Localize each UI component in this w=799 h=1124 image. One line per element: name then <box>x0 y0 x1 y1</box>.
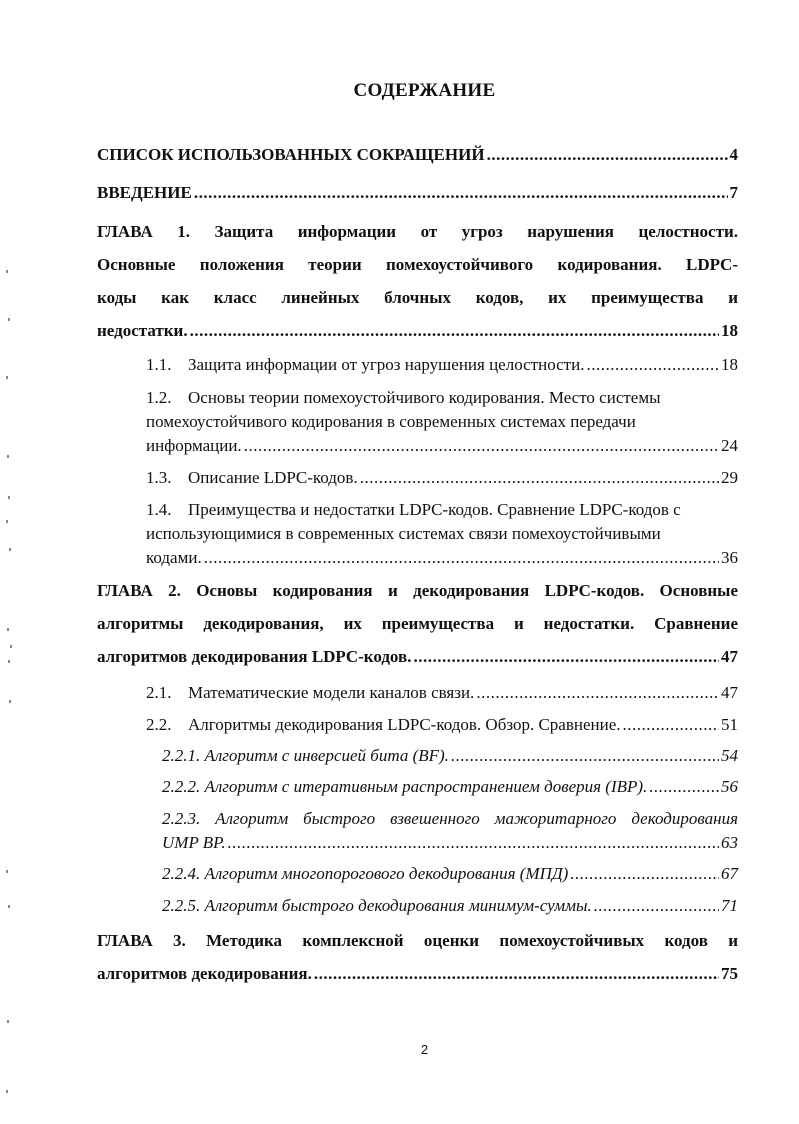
dot-leader <box>190 314 719 347</box>
toc-entry-label: информации. <box>146 436 242 455</box>
toc-entry-section-1-3[interactable] <box>146 466 738 490</box>
dot-leader <box>487 138 728 171</box>
dot-leader <box>244 434 719 458</box>
toc-entry-label: кодами. <box>146 548 202 567</box>
toc-entry-label: алгоритмов декодирования. <box>97 964 312 983</box>
page-number: 2 <box>420 1042 429 1057</box>
dot-leader <box>649 775 719 799</box>
dot-leader <box>194 176 728 209</box>
toc-entry-chapter-1[interactable] <box>97 215 738 347</box>
toc-page-number: 63 <box>721 833 738 852</box>
toc-page-number: 47 <box>721 683 738 702</box>
toc-entry-line: использующимися в современных системах связи помехоустойчивыми <box>146 524 661 543</box>
toc-entry-label: недостатки. <box>97 321 188 340</box>
section-number: 1.3. <box>146 468 172 487</box>
toc-entry-line: алгоритмы декодирования, их преимущества и недостатки. Сравнение <box>97 614 738 633</box>
dot-leader <box>570 862 719 886</box>
toc-entry-label: Математические модели каналов связи. <box>188 683 475 702</box>
toc-page-number: 18 <box>721 321 738 340</box>
toc-entry-label: Защита информации от угроз нарушения целостности. <box>188 355 585 374</box>
dot-leader <box>413 640 719 673</box>
section-number: 1.1. <box>146 355 172 374</box>
toc-entry-line: ГЛАВА 3. Методика комплексной оценки помехоустойчивых кодов и <box>97 931 738 950</box>
dot-leader <box>204 546 719 570</box>
section-number: 2.2. <box>146 715 172 734</box>
toc-entry-label: UMP BP. <box>162 833 226 852</box>
section-number: 1.4. <box>146 500 172 519</box>
toc-page-number: 51 <box>721 715 738 734</box>
toc-entry-label: 2.2.5. Алгоритм быстрого декодирования минимум-суммы. <box>162 896 592 915</box>
toc-entry-label: Описание LDPC-кодов. <box>188 468 358 487</box>
toc-entry-line: ГЛАВА 2. Основы кодирования и декодирования LDPC-кодов. Основные <box>97 581 738 600</box>
toc-entry-subsection-2-2-3[interactable] <box>162 807 738 855</box>
toc-entry-introduction[interactable] <box>97 176 738 209</box>
dot-leader <box>586 353 719 377</box>
toc-entry-line: коды как класс линейных блочных кодов, их преимущества и <box>97 288 738 307</box>
toc-page-number: 36 <box>721 548 738 567</box>
toc-entry-section-1-2[interactable] <box>146 386 738 458</box>
toc-entry-label: Алгоритмы декодирования LDPC-кодов. Обзор. Сравнение. <box>188 715 621 734</box>
toc-entry-label: 2.2.4. Алгоритм многопорогового декодирования (МПД) <box>162 864 569 883</box>
toc-page-number: 18 <box>721 355 738 374</box>
toc-page-number: 71 <box>721 896 738 915</box>
toc-page-number: 56 <box>721 777 738 796</box>
toc-entry-section-2-2[interactable] <box>146 713 738 737</box>
toc-entry-subsection-2-2-2[interactable] <box>162 775 738 799</box>
toc-entry-subsection-2-2-5[interactable] <box>162 894 738 918</box>
toc-page-number: 24 <box>721 436 738 455</box>
dot-leader <box>623 713 719 737</box>
toc-entry-label: 2.2.1. Алгоритм с инверсией бита (BF). <box>162 746 449 765</box>
toc-page-number: 29 <box>721 468 738 487</box>
toc-page-number: 7 <box>729 183 738 202</box>
page-title: СОДЕРЖАНИЕ <box>353 80 496 101</box>
toc-entry-label: СПИСОК ИСПОЛЬЗОВАННЫХ СОКРАЩЕНИЙ <box>97 145 485 164</box>
section-number: 1.2. <box>146 388 172 407</box>
toc-entry-line: Основные положения теории помехоустойчивого кодирования. LDPC- <box>97 255 738 274</box>
toc-entry-section-1-4[interactable] <box>146 498 738 570</box>
dot-leader <box>228 831 719 855</box>
toc-entry-chapter-2[interactable] <box>97 574 738 673</box>
toc-entry-line: 2.2.3. Алгоритм быстрого взвешенного мажоритарного декодирования <box>162 809 738 828</box>
section-number: 2.1. <box>146 683 172 702</box>
toc-entry-line: помехоустойчивого кодирования в современных системах передачи <box>146 412 636 431</box>
dot-leader <box>314 957 719 990</box>
toc-page-number: 67 <box>721 864 738 883</box>
toc-entry-label: ВВЕДЕНИЕ <box>97 183 192 202</box>
toc-page-number: 47 <box>721 647 738 666</box>
toc-page-number: 54 <box>721 746 738 765</box>
toc-entry-subsection-2-2-1[interactable] <box>162 744 738 768</box>
toc-page-number: 75 <box>721 964 738 983</box>
toc-entry-chapter-3[interactable] <box>97 924 738 990</box>
toc-page-number: 4 <box>729 145 738 164</box>
toc-entry-line: Основы теории помехоустойчивого кодирования. Место системы <box>188 388 661 407</box>
toc-entry-section-2-1[interactable] <box>146 681 738 705</box>
toc-entry-abbreviations[interactable] <box>97 138 738 171</box>
toc-entry-subsection-2-2-4[interactable] <box>162 862 738 886</box>
dot-leader <box>360 466 719 490</box>
toc-entry-line: Преимущества и недостатки LDPC-кодов. Сравнение LDPC-кодов с <box>188 500 681 519</box>
toc-entry-line: ГЛАВА 1. Защита информации от угроз нарушения целостности. <box>97 222 738 241</box>
dot-leader <box>476 681 719 705</box>
toc-entry-section-1-1[interactable] <box>146 353 738 377</box>
scan-margin-artifacts <box>0 0 20 1124</box>
dot-leader <box>451 744 719 768</box>
toc-entry-label: алгоритмов декодирования LDPC-кодов. <box>97 647 412 666</box>
toc-entry-label: 2.2.2. Алгоритм с итеративным распространением доверия (IBP). <box>162 777 648 796</box>
dot-leader <box>594 894 719 918</box>
